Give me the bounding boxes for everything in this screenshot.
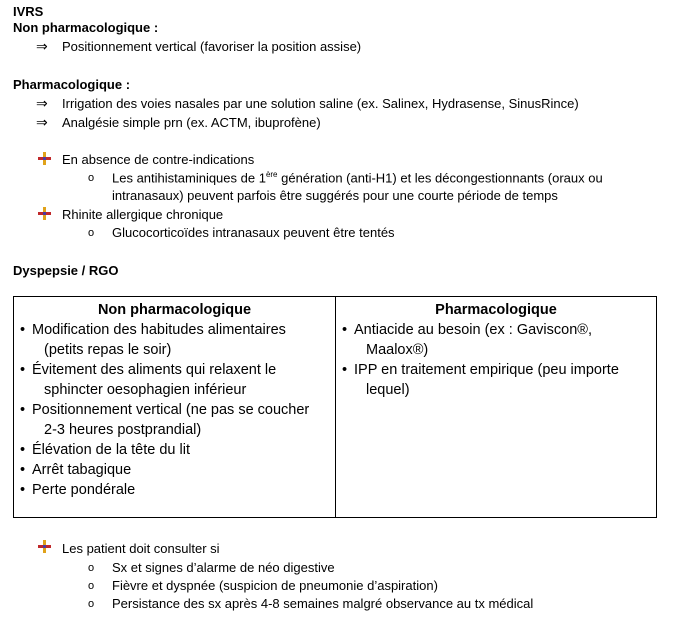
list-item: • IPP en traitement empirique (peu importe lequel) [342,360,656,400]
rgo-consult-item: Sx et signes d’alarme de néo digestive [112,560,335,575]
rgo-nonpharm-column [14,297,336,518]
list-item: • Antiacide au besoin (ex : Gaviscon®, Maalox®) [342,320,656,360]
arrow-icon: ⇒ [36,95,48,111]
ivrs-note-label: Rhinite allergique chronique [62,207,224,222]
ivrs-note-label: En absence de contre-indications [62,152,255,167]
ivrs-pharm-item: Irrigation des voies nasales par une solution saline (ex. Salinex, Hydrasense, SinusRince) [62,96,579,111]
ivrs-nonpharm-item: Positionnement vertical (favoriser la position assise) [62,39,362,54]
ivrs-title: IVRS [13,4,44,19]
list-item: • Arrêt tabagique [20,460,335,480]
list-item: • Modification des habitudes alimentaires (petits repas le soir) [20,320,335,360]
sub-bullet-icon: o [88,562,95,574]
ivrs-pharm-item: Analgésie simple prn (ex. ACTM, ibuprofène) [62,115,321,130]
rgo-pharm-column [336,297,657,518]
rgo-col1-header: Non pharmacologique [97,302,252,318]
sub-bullet-icon: o [88,172,95,184]
list-item: • Perte pondérale [20,480,335,500]
list-item: • Élévation de la tête du lit [20,440,335,460]
rgo-title: Dyspepsie / RGO [13,263,119,278]
sub-bullet-icon: o [88,580,95,592]
rgo-table [13,296,657,518]
plus-bullet-icon [38,540,51,553]
list-item: • Positionnement vertical (ne pas se coucher 2-3 heures postprandial) [20,400,335,440]
plus-bullet-icon [38,152,51,165]
rgo-consult-label: Les patient doit consulter si [62,541,220,556]
sub-bullet-icon: o [88,227,95,239]
ivrs-note-sub: Glucocorticoïdes intranasaux peuvent être tentés [112,225,395,240]
rgo-pharm-list [336,320,656,400]
arrow-icon: ⇒ [36,38,48,54]
rgo-col2-header: Pharmacologique [435,302,557,318]
ivrs-note-sub-cont: intranasaux) peuvent parfois être suggérés pour une courte période de temps [112,188,558,203]
list-item: • Évitement des aliments qui relaxent le sphincter oesophagien inférieur [20,360,335,400]
rgo-consult-item: Fièvre et dyspnée (suspicion de pneumonie d’aspiration) [112,578,438,593]
rgo-consult-item: Persistance des sx après 4-8 semaines malgré observance au tx médical [112,596,534,611]
ivrs-pharm-heading: Pharmacologique : [13,77,131,92]
ivrs-nonpharm-heading: Non pharmacologique : [13,20,159,35]
arrow-icon: ⇒ [36,114,48,130]
rgo-nonpharm-list [14,320,335,500]
sub-bullet-icon: o [88,598,95,610]
plus-bullet-icon [38,207,51,220]
ivrs-note-sub: Les antihistaminiques de 1ère génération (anti-H1) et les décongestionnants (oraux ou [112,170,603,186]
